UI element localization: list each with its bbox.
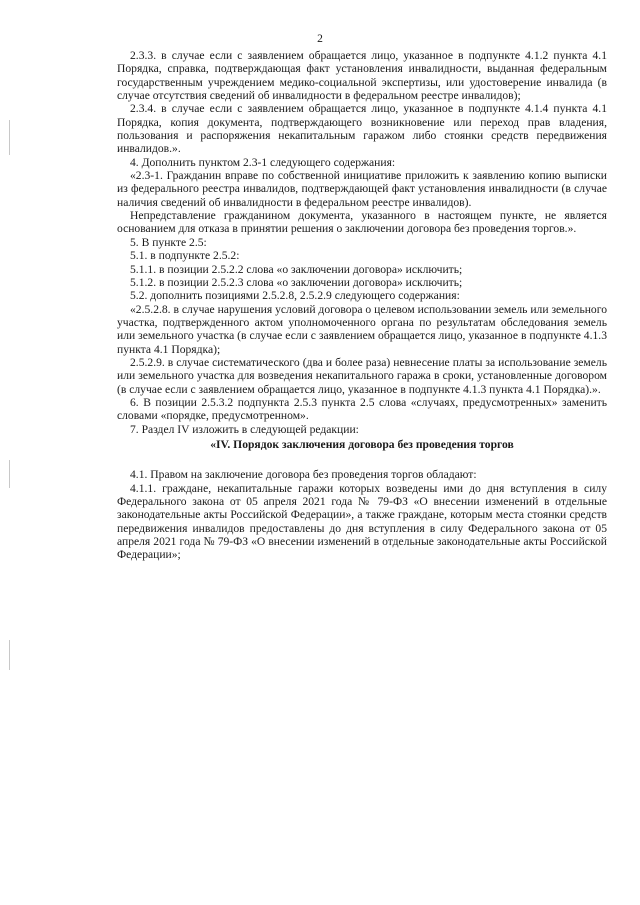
paragraph-5-2: 5.2. дополнить позициями 2.5.2.8, 2.5.2.9 следующего содержания: [130,289,460,303]
paragraph-2-5-2-9: 2.5.2.9. в случае систематического (два и более раза) невнесение платы за использование земель или земельного участка для возведения некапитального гаража в сроки, установленные договором (в случае если с заявлением обращается лицо, указанное в подпункте 4.1.3 пункта 4.1 Порядка).». [117,355,607,396]
margin-scan-mark [9,640,10,670]
section-heading: «IV. Порядок заключения договора без проведения торгов [210,437,514,451]
paragraph-item-5: 5. В пункте 2.5: [130,235,207,249]
paragraph-4-1: 4.1. Правом на заключение договора без проведения торгов обладают: [130,468,477,482]
paragraph-5-1-2: 5.1.2. в позиции 2.5.2.3 слова «о заключении договора» исключить; [130,275,463,289]
paragraph-5-1: 5.1. в подпункте 2.5.2: [130,249,240,263]
paragraph-5-1-1: 5.1.1. в позиции 2.5.2.2 слова «о заключении договора» исключить; [130,262,463,276]
paragraph-item-4: 4. Дополнить пунктом 2.3-1 следующего содержания: [130,155,396,169]
document-body [117,49,607,562]
margin-scan-mark [9,460,10,488]
page-number: 2 [317,33,323,45]
paragraph-2-5-2-8: «2.5.2.8. в случае нарушения условий договора о целевом использовании земель или земельного участка, подтвержденного актом уполномоченного органа по результатам обследования земель или земельного участка (в случае если с заявлением обращается лицо, указанное в подпункте 4.1.3 пункта 4.1 Порядка); [117,302,607,356]
paragraph-2-3-4: 2.3.4. в случае если с заявлением обращается лицо, указанное в подпункте 4.1.4 пункта 4.1 Порядка, копия документа, подтверждающего возникновение или переход прав владения, пользования и распоряжения некапитальным гаражом либо стоянки средств передвижения инвалидов.». [117,102,607,156]
paragraph-non-submission: Непредставление гражданином документа, указанного в настоящем пункте, не является основанием для отказа в принятии решения о заключении договора без проведения торгов.». [117,209,607,236]
paragraph-2-3-1: «2.3-1. Гражданин вправе по собственной инициативе приложить к заявлению копию выписки из федерального реестра инвалидов, подтверждающей факт установления инвалидности (в случае наличия сведений об инвалидности в федеральном реестре инвалидов). [117,169,607,209]
paragraph-item-7: 7. Раздел IV изложить в следующей редакции: [130,422,359,436]
margin-scan-mark [9,120,10,155]
paragraph-4-1-1: 4.1.1. граждане, некапитальные гаражи которых возведены ими до дня вступления в силу Федерального закона от 05 апреля 2021 года № 79-ФЗ «О внесении изменений в отдельные законодательные акты Российской Федерации», а также граждане, которым места стоянки средств передвижения инвалидов предоставлены до дня вступления в силу Федерального закона от 05 апреля 2021 года № 79-ФЗ «О внесении изменений в отдельные законодательные акты Российской Федерации»; [117,481,607,562]
paragraph-item-6: 6. В позиции 2.5.3.2 подпункта 2.5.3 пункта 2.5 слова «случаях, предусмотренных» заменить словами «порядке, предусмотренном». [117,395,607,423]
paragraph-2-3-3: 2.3.3. в случае если с заявлением обращается лицо, указанное в подпункте 4.1.2 пункта 4.1 Порядка, справка, подтверждающая факт установления инвалидности, выданная федеральным государственным учреждением медико-социальной экспертизы, или удостоверение инвалида (в случае отсутствия сведений об инвалидности в федеральном реестре инвалидов); [117,49,607,103]
